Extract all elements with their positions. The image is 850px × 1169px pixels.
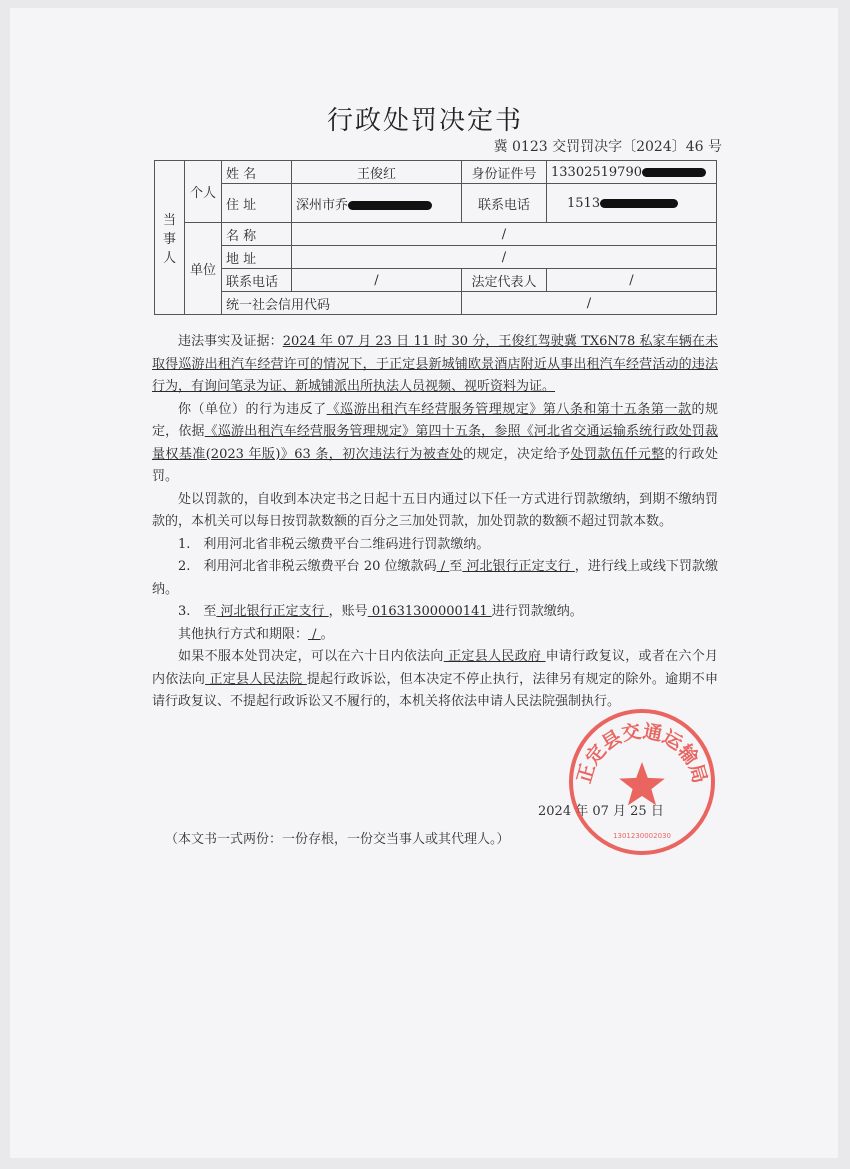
phone-value-cell	[547, 184, 717, 223]
penalty-amount: 处罚款伍仟元整	[570, 446, 665, 462]
decision-date: 2024 年 07 月 25 日	[538, 804, 664, 819]
party-label: 当事人	[155, 161, 185, 315]
seal-star-icon	[619, 762, 665, 805]
seal-number: 1301230002030	[613, 832, 671, 840]
text-run: 进行罚款缴纳。	[491, 604, 583, 619]
review-authority: 正定县人民政府	[443, 649, 546, 664]
id-label: 身份证件号	[462, 161, 547, 184]
payment-method-1: 1. 利用河北省非税云缴费平台二维码进行罚款缴纳。	[178, 536, 490, 552]
court-name: 正定县人民法院	[205, 671, 307, 687]
text-run: 申请行政复议，或者在六个月内依法向	[152, 649, 718, 687]
seal-text: 正定县交通运输局	[573, 720, 711, 786]
official-seal-icon	[566, 706, 718, 858]
decision-body	[152, 331, 718, 714]
facts-label: 违法事实及证据：	[178, 334, 283, 349]
redaction-mark	[642, 168, 706, 177]
unit-label: 单位	[185, 223, 222, 315]
payment-code: /	[436, 559, 450, 574]
text-run: ，进行线上或线下罚款缴纳。	[152, 559, 718, 597]
payment-method-3	[152, 601, 718, 624]
text-run: 的行政处罚。	[152, 446, 718, 484]
unit-address-label: 地 址	[222, 246, 292, 269]
bank-name: 河北银行正定支行	[462, 559, 575, 574]
phone-label: 联系电话	[462, 184, 547, 223]
other-method-value: /	[308, 626, 321, 642]
text-run: 的规定，决定给予	[463, 446, 571, 462]
unit-name-label: 名 称	[222, 223, 292, 246]
id-value: 13302519790	[551, 164, 642, 180]
text-run: 其他执行方式和期限：	[178, 626, 309, 642]
address-value: 深州市乔	[296, 197, 349, 213]
name-label: 姓 名	[222, 161, 292, 184]
credit-code-value: /	[462, 292, 717, 315]
text-run: 。	[320, 626, 334, 642]
id-value-cell	[547, 161, 717, 184]
other-execution-paragraph	[152, 624, 718, 647]
payment-method-2	[152, 556, 718, 601]
account-number: 01631300000141	[367, 604, 492, 619]
violation-paragraph	[152, 399, 718, 489]
legal-rep-label: 法定代表人	[462, 269, 547, 292]
legal-basis: 《巡游出租汽车经营服务管理规定》第四十五条，参照《河北省交通运输系统行政处罚裁量权基准(2023 年版)》63 条，初次违法行为被查处	[152, 424, 718, 462]
individual-label: 个人	[185, 161, 222, 223]
text-run: 如果不服本处罚决定，可以在六十日内依法向	[178, 649, 444, 664]
unit-phone-label: 联系电话	[222, 269, 292, 292]
address-label: 住 址	[222, 184, 292, 223]
text-run: 3. 至	[178, 604, 217, 619]
redaction-mark	[600, 199, 678, 208]
payment-intro-paragraph: 处以罚款的，自收到本决定书之日起十五日内通过以下任一方式进行罚款缴纳，到期不缴纳罚款的，本机关可以每日按罚款数额的百分之三加处罚款，加处罚款的数额不超过罚款本数。	[152, 491, 718, 529]
legal-rep-value: /	[547, 269, 717, 292]
bank-name: 河北银行正定支行	[216, 604, 329, 619]
document-title: 行政处罚决定书	[326, 106, 523, 136]
text-run: ，账号	[328, 604, 368, 619]
text-run: 的规定，依据	[152, 401, 718, 439]
unit-name-value: /	[292, 223, 717, 246]
unit-phone-value: /	[292, 269, 462, 292]
address-value-cell	[292, 184, 462, 223]
appeal-paragraph	[152, 646, 718, 714]
name-value: 王俊红	[292, 161, 462, 184]
unit-address-value: /	[292, 246, 717, 269]
text-run: 你（单位）的行为违反了	[178, 401, 327, 417]
phone-value: 1513	[567, 195, 601, 211]
facts-text: 2024 年 07 月 23 日 11 时 30 分，王俊红驾驶冀 TX6N78 私家车辆在未取得巡游出租汽车经营许可的情况下，于正定县新城铺欧景酒店附近从事出租汽车经营活动的违法行为，有询问笔录为证、新城铺派出所执法人员视频、视听资料为证。	[152, 334, 718, 394]
credit-code-label: 统一社会信用代码	[222, 292, 462, 315]
document-number: 冀 0123 交罚罚决字〔2024〕46 号	[493, 139, 722, 155]
text-run: 2. 利用河北省非税云缴费平台 20 位缴款码	[178, 559, 437, 574]
redaction-mark	[348, 201, 432, 210]
party-info-table	[154, 160, 717, 315]
copies-note: （本文书一式两份：一份存根，一份交当事人或其代理人。）	[165, 832, 510, 847]
text-run: 至	[449, 559, 463, 574]
text-run: 提起行政诉讼，但本决定不停止执行，法律另有规定的除外。逾期不申请行政复议、不提起行政诉讼又不履行的，本机关将依法申请人民法院强制执行。	[152, 671, 718, 709]
facts-paragraph	[152, 331, 718, 399]
violated-regulation: 《巡游出租汽车经营服务管理规定》第八条和第十五条第一款	[326, 401, 692, 417]
